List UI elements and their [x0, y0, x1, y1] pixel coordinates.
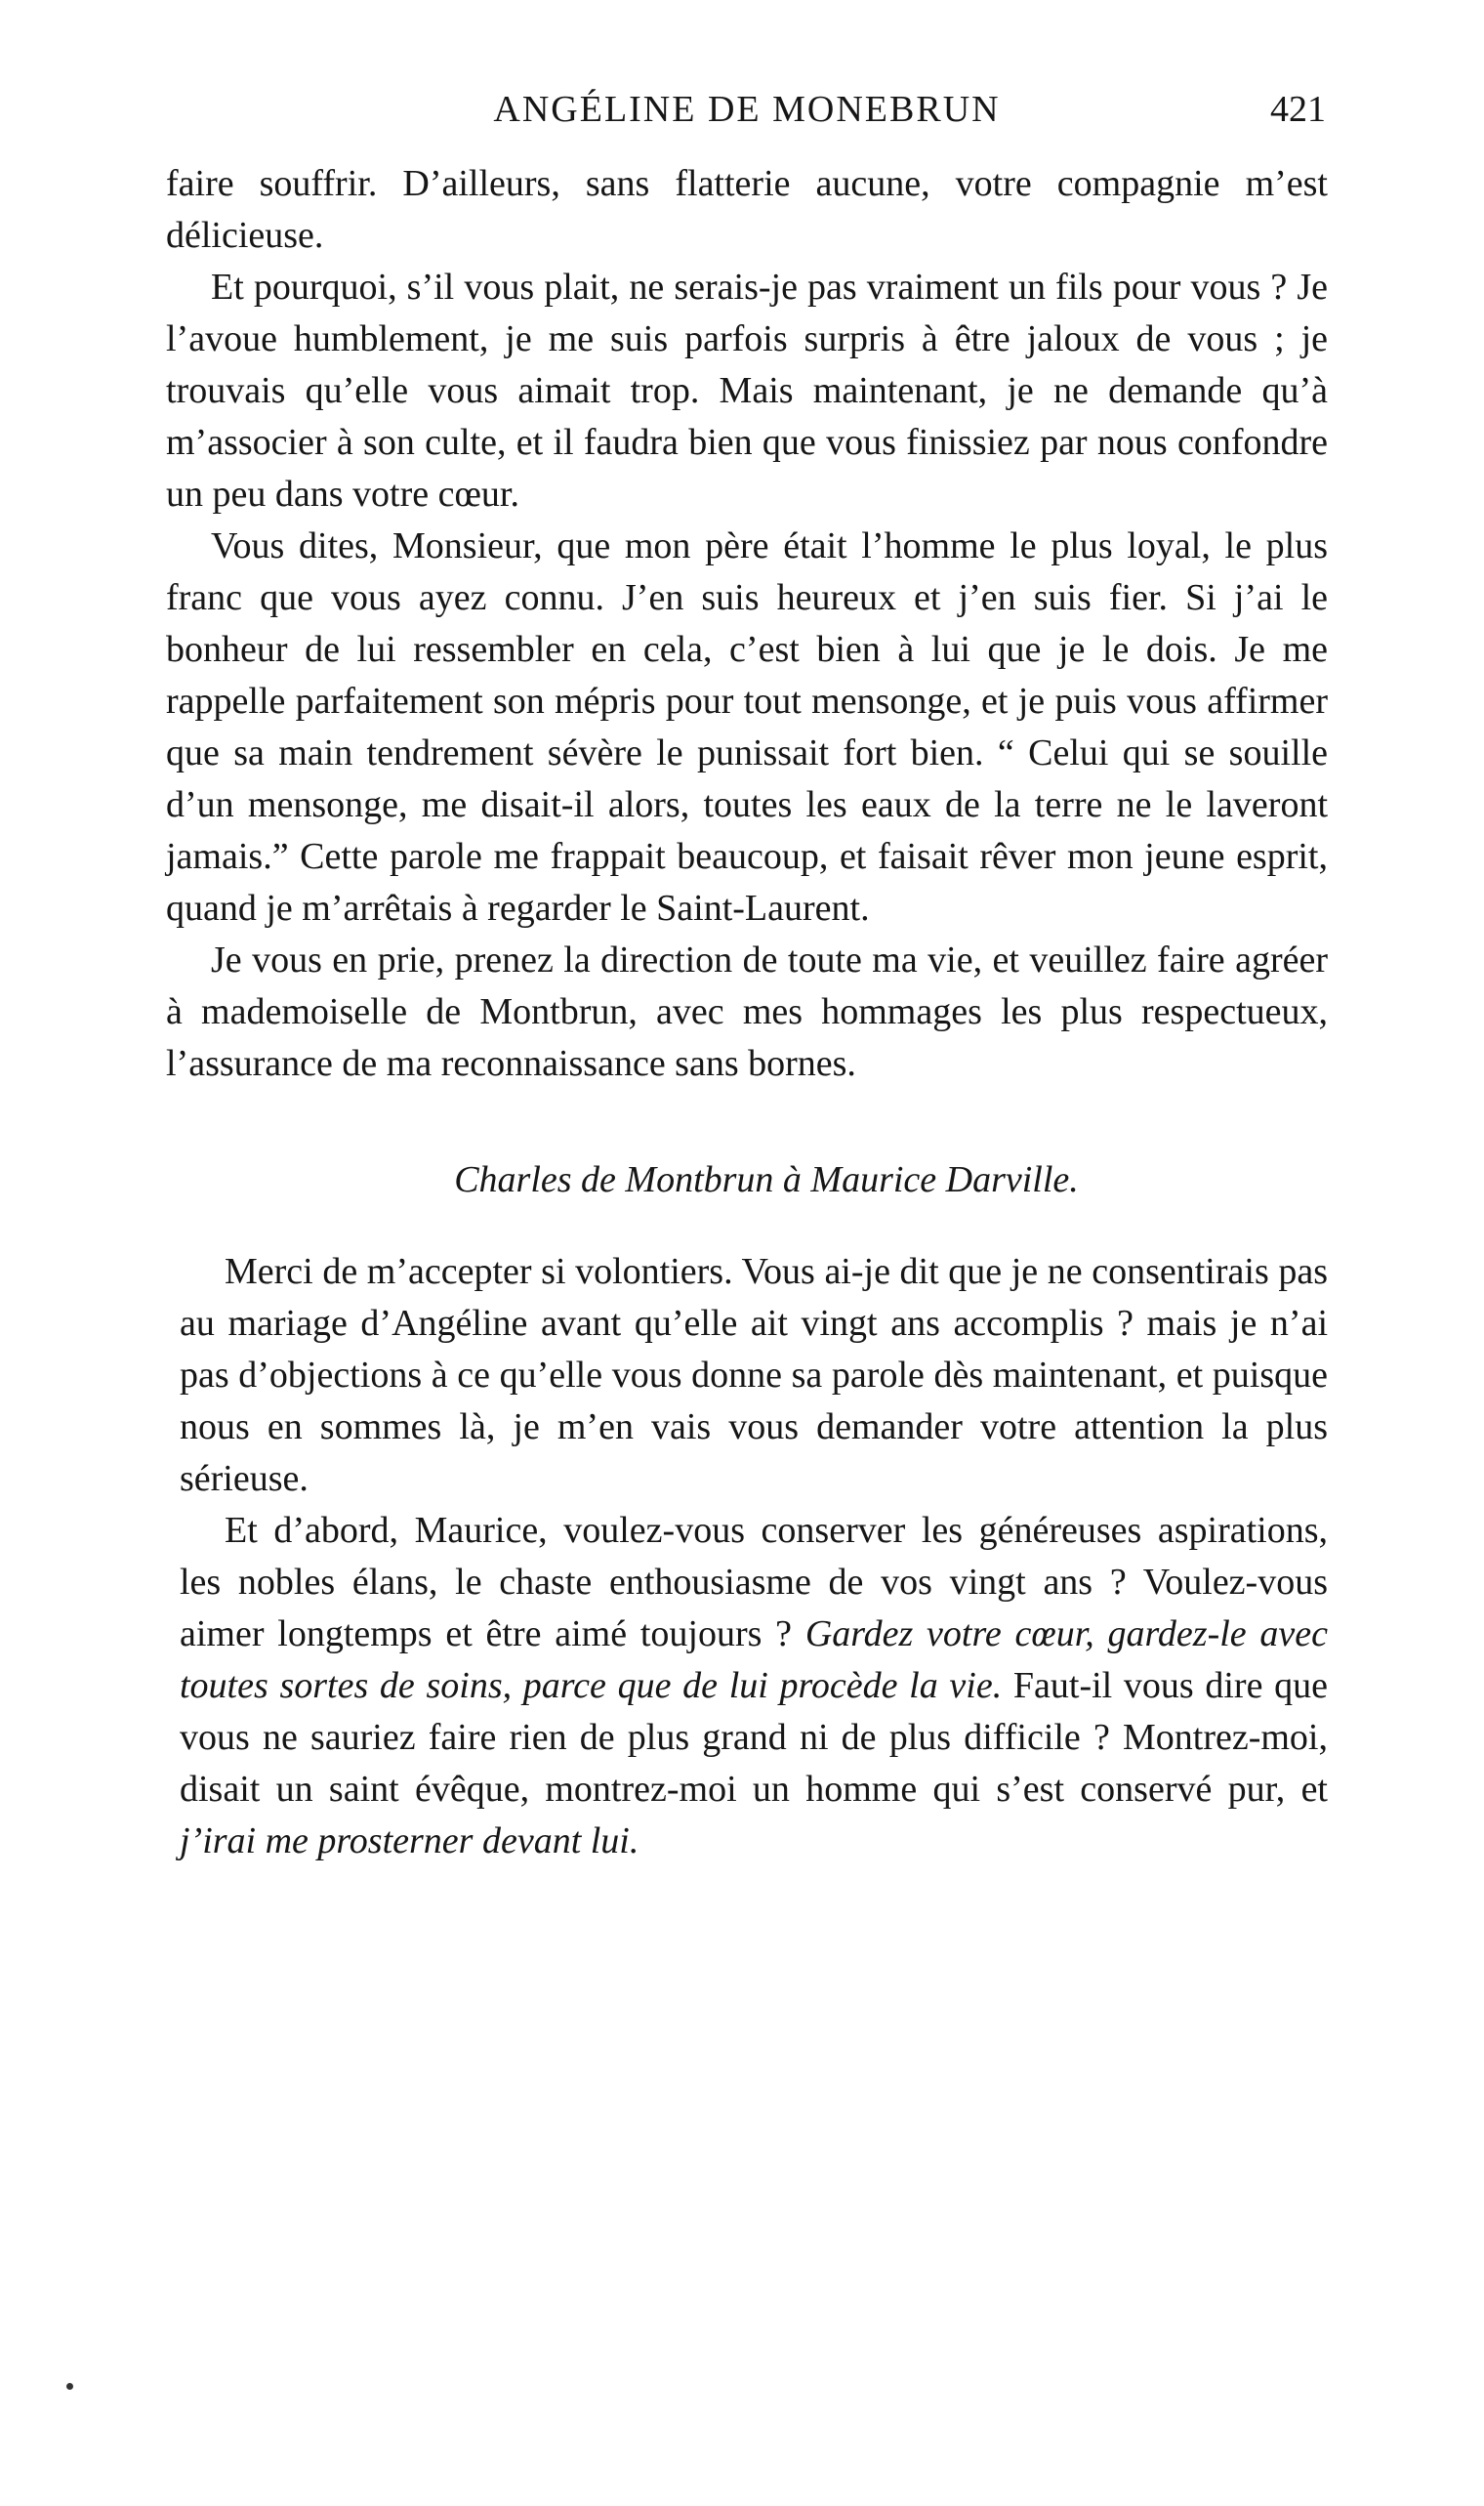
text-run: Faut-il vous dire que vous ne sauriez faire rien de plus grand ni de plus difficile ? Montrez-moi, disait un saint évêque, montrez-moi un homme qui s’est conservé pur, et [180, 1665, 1329, 1810]
paragraph-continuation: faire souffrir. D’ailleurs, sans flatterie aucune, votre compagnie m’est délicieuse. [166, 163, 1328, 256]
letter-body-charles [180, 1246, 1328, 1867]
page-number: 421 [1270, 89, 1326, 130]
paragraph-merci: Merci de m’accepter si volontiers. Vous ai-je dit que je ne consentirais pas au mariage d’Angéline avant qu’elle ait vingt ans accomplis ? mais je n’ai pas d’objections à ce qu’elle vous donne sa parole dès maintenant, et puisque nous en sommes là, je m’en vais vous demander votre attention la plus sérieuse. [180, 1251, 1328, 1499]
letter-heading: Charles de Montbrun à Maurice Darville. [454, 1159, 1079, 1200]
running-title: ANGÉLINE DE MONEBRUN [493, 89, 1001, 130]
paragraph-closing: Je vous en prie, prenez la direction de toute ma vie, et veuillez faire agréer à mademoiselle de Montbrun, avec mes hommages les plus respectueux, l’assurance de ma reconnaissance sans bornes. [166, 940, 1328, 1084]
italic-quote: Gardez votre cœur, gardez-le avec toutes sortes de soins, parce que de lui procède la vie. [180, 1613, 1329, 1706]
letter-body-maurice [166, 158, 1328, 1090]
text-run: Et d’abord, Maurice, voulez-vous conserver les généreuses aspirations, les nobles élans, le chaste enthousiasme de vos vingt ans ? Voulez-vous aimer longtemps et être aimé toujours ? [180, 1510, 1328, 1654]
paragraph-et-dabord [180, 1505, 1328, 1867]
paragraph-pere: Vous dites, Monsieur, que mon père était l’homme le plus loyal, le plus franc que vous ayez connu. J’en suis heureux et j’en suis fier. Si j’ai le bonheur de lui ressembler en cela, c’est bien à lui que je le dois. Je me rappelle parfaitement son mépris pour tout mensonge, et je puis vous affirmer que sa main tendrement sévère le punissait fort bien. “ Celui qui se souille d’un mensonge, me disait-il alors, toutes les eaux de la terre ne le laveront jamais.” Cette parole me frappait beaucoup, et faisait rêver mon jeune esprit, quand je m’arrêtais à regarder le Saint-Laurent. [166, 525, 1328, 929]
book-page [166, 78, 1328, 1867]
running-header [166, 78, 1328, 141]
ink-speck [66, 2383, 73, 2390]
italic-quote: j’irai me prosterner devant lui. [180, 1820, 639, 1861]
paragraph-fils: Et pourquoi, s’il vous plait, ne serais-je pas vraiment un fils pour vous ? Je l’avoue humblement, je me suis parfois surpris à être jaloux de vous ; je trouvais qu’elle vous aimait trop. Mais maintenant, je ne demande qu’à m’associer à son culte, et il faudra bien que vous finissiez par nous confondre un peu dans votre cœur. [166, 267, 1328, 515]
